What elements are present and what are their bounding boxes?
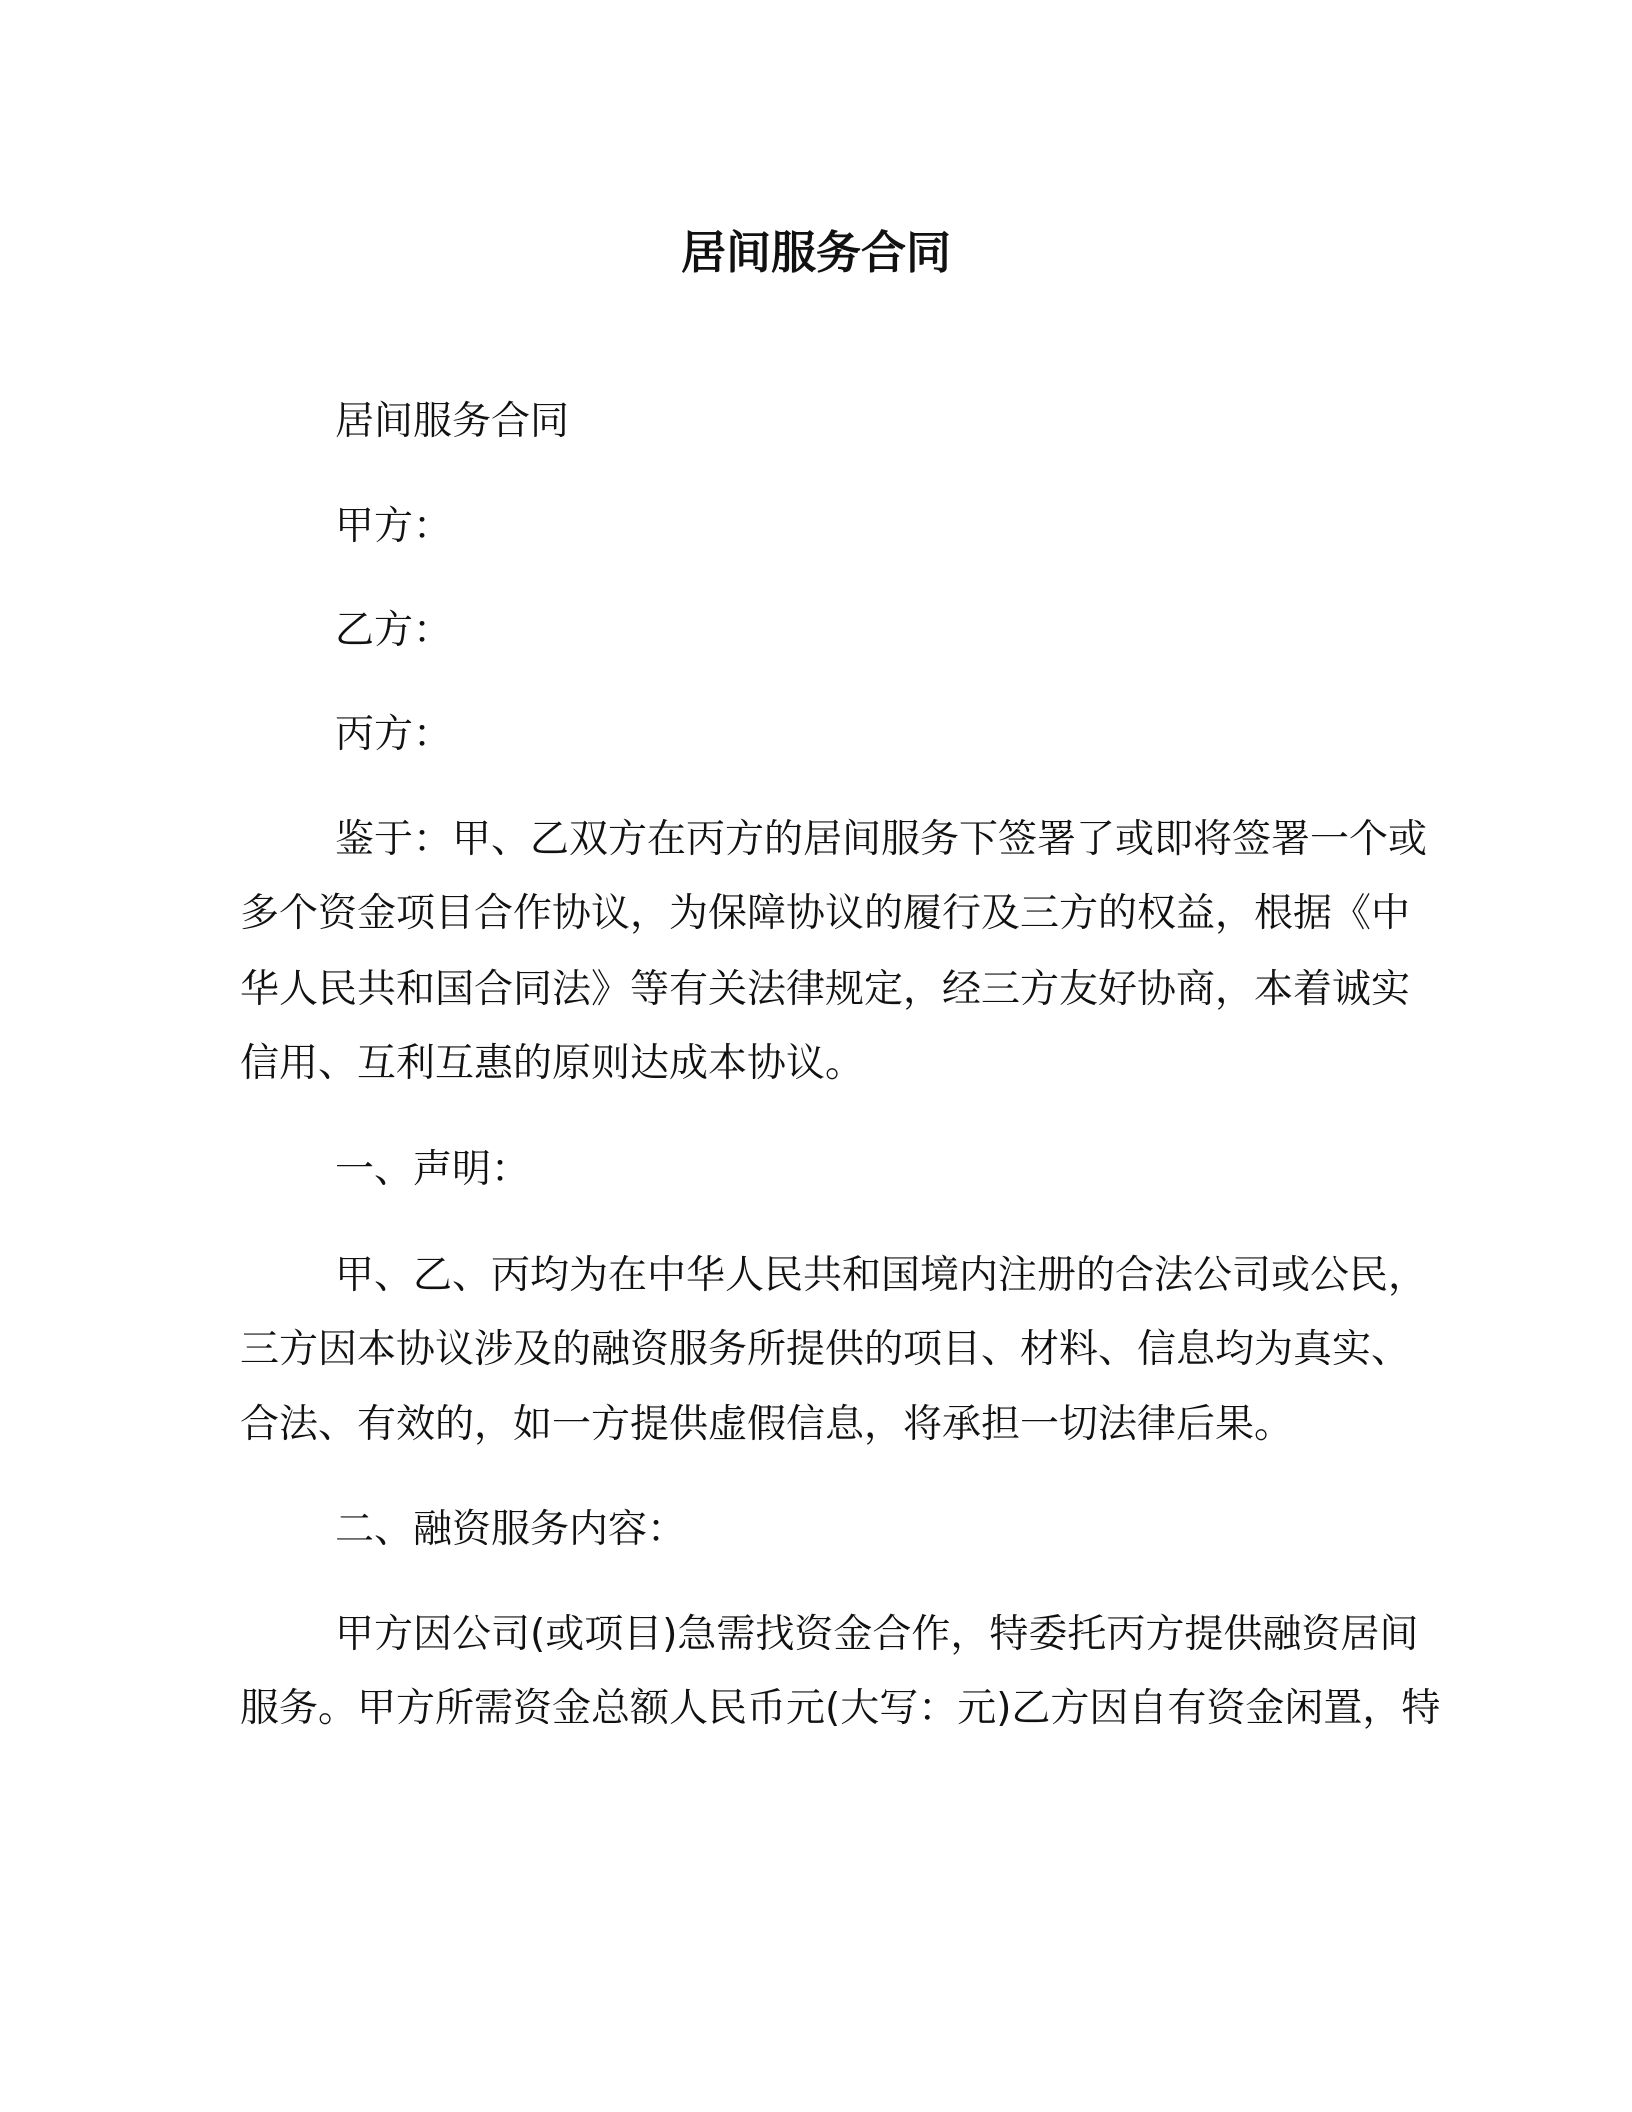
preamble-line: 多个资金项目合作协议，为保障协议的履行及三方的权益，根据《中	[240, 891, 1411, 936]
preamble-line: 鉴于：甲、乙双方在丙方的居间服务下签署了或即将签署一个或	[335, 817, 1428, 862]
section-1-line: 合法、有效的，如一方提供虚假信息，将承担一切法律后果。	[240, 1402, 1294, 1447]
party-a-label: 甲方：	[335, 504, 453, 549]
document-title: 居间服务合同	[680, 226, 951, 279]
section-1-line: 三方因本协议涉及的融资服务所提供的项目、材料、信息均为真实、	[240, 1327, 1411, 1372]
section-2-line: 服务。甲方所需资金总额人民币元(大写：元)乙方因自有资金闲置，特	[240, 1686, 1441, 1731]
section-1-line: 甲、乙、丙均为在中华人民共和国境内注册的合法公司或公民，	[335, 1253, 1428, 1298]
section-1-heading: 一、声明：	[335, 1147, 531, 1192]
document-subtitle: 居间服务合同	[335, 399, 570, 444]
party-b-label: 乙方：	[335, 608, 453, 653]
party-c-label: 丙方：	[335, 712, 453, 757]
preamble-line: 华人民共和国合同法》等有关法律规定，经三方友好协商，本着诚实	[240, 967, 1411, 1012]
section-2-line: 甲方因公司(或项目)急需找资金合作，特委托丙方提供融资居间	[335, 1612, 1419, 1657]
section-2-heading: 二、融资服务内容：	[335, 1507, 687, 1552]
preamble-line: 信用、互利互惠的原则达成本协议。	[240, 1041, 865, 1086]
